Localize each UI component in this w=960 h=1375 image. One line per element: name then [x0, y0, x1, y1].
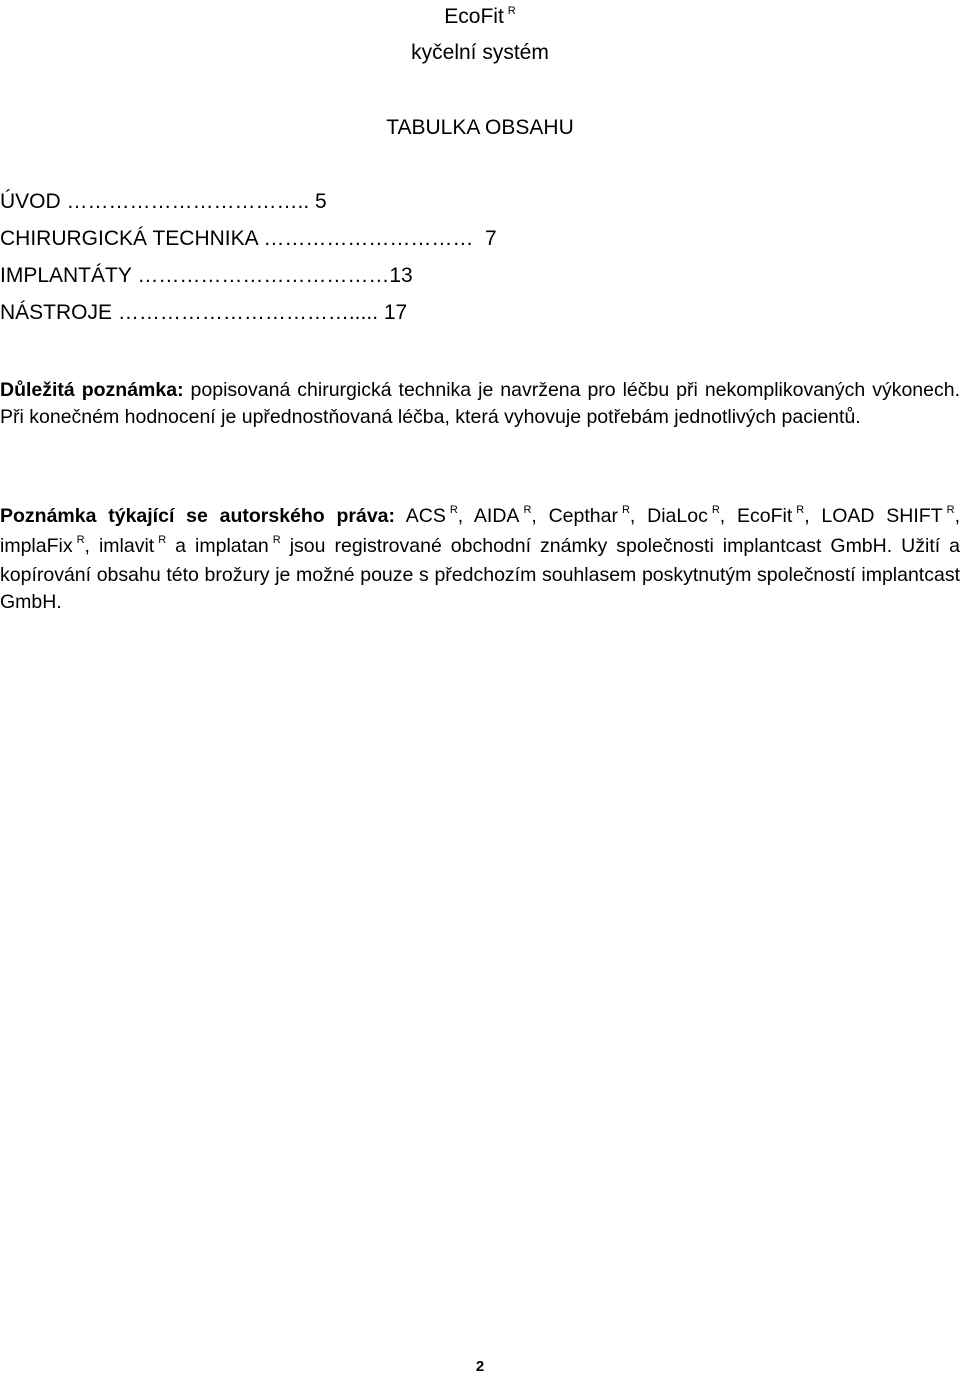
copyright-note-text: jsou registrované obchodní známky společnosti implantcast GmbH. Užití a kopírování obsahu této brožury je možné pouze s předchozím souhlasem poskytnutým společností implantcast GmbH. — [0, 534, 960, 613]
copyright-note-paragraph — [0, 503, 960, 615]
toc-entry-leader: ……………………………… — [131, 264, 390, 287]
toc-entry-leader: ……………………………..... — [112, 301, 384, 324]
separator: , — [629, 505, 648, 527]
title-text: EcoFit — [444, 5, 504, 28]
registered-mark-icon: R — [449, 504, 458, 516]
toc-entry-uvod — [0, 188, 700, 225]
separator-and: a — [166, 534, 196, 557]
registered-mark-icon: R — [507, 5, 516, 17]
document-subtitle: kyčelní systém — [411, 41, 549, 64]
toc-entry-label: IMPLANTÁTY — [0, 264, 132, 287]
registered-mark-icon: R — [76, 533, 85, 546]
toc-entry-label: CHIRURGICKÁ TECHNIKA — [0, 227, 258, 250]
trademark-cepthar: Cepthar — [548, 505, 618, 527]
trademark-implafix: implaFix — [0, 534, 73, 557]
trademark-acs: ACS — [405, 505, 446, 527]
copyright-note-label: Poznámka týkající se autorského práva: — [0, 505, 396, 527]
important-note-paragraph — [0, 377, 960, 430]
registered-mark-icon: R — [523, 504, 532, 516]
trademark-aida: AIDA — [473, 505, 520, 527]
page-number: 2 — [475, 1358, 485, 1375]
registered-mark-icon: R — [621, 504, 630, 516]
toc-entry-label: ÚVOD — [0, 190, 61, 213]
trademark-dialoc: DiaLoc — [647, 505, 708, 527]
trademark-imlavit: imlavit — [98, 534, 155, 557]
toc-entry-page: 13 — [389, 264, 413, 287]
separator: , — [719, 505, 737, 527]
important-note-label: Důležitá poznámka: — [0, 379, 184, 401]
toc-entry-implantaty — [0, 262, 700, 299]
important-note-text: popisovaná chirurgická technika je navržena pro léčbu při nekomplikovaných výkonech. Při konečném hodnocení je upřednostňovaná léčba, která vyhovuje potřebám jednotlivých pacientů. — [0, 379, 960, 428]
toc-entry-chirurgicka-technika — [0, 225, 700, 262]
separator: , — [531, 505, 549, 527]
separator: , — [84, 534, 99, 557]
trademark-implatan: implatan — [195, 534, 269, 557]
toc-entry-leader: …………………………….. — [60, 190, 316, 213]
trademark-load-shift: LOAD SHIFT — [821, 505, 943, 527]
document-title — [0, 5, 960, 29]
toc-entry-leader: ………………………… — [257, 227, 486, 250]
registered-mark-icon: R — [272, 533, 281, 546]
toc-entry-label: NÁSTROJE — [0, 301, 113, 324]
registered-mark-icon: R — [158, 533, 167, 546]
registered-mark-icon: R — [796, 504, 805, 516]
trademark-ecofit: EcoFit — [736, 505, 793, 527]
toc-heading: TABULKA OBSAHU — [386, 116, 574, 139]
registered-mark-icon: R — [711, 504, 720, 516]
toc-entry-nastroje — [0, 299, 700, 336]
table-of-contents — [0, 188, 700, 336]
separator: , — [804, 505, 822, 527]
separator: , — [457, 505, 474, 527]
toc-entry-page: 5 — [315, 190, 327, 213]
registered-mark-icon: R — [946, 504, 955, 516]
toc-entry-page: 17 — [383, 301, 408, 324]
separator: , — [954, 505, 960, 527]
toc-entry-page: 7 — [485, 227, 497, 250]
